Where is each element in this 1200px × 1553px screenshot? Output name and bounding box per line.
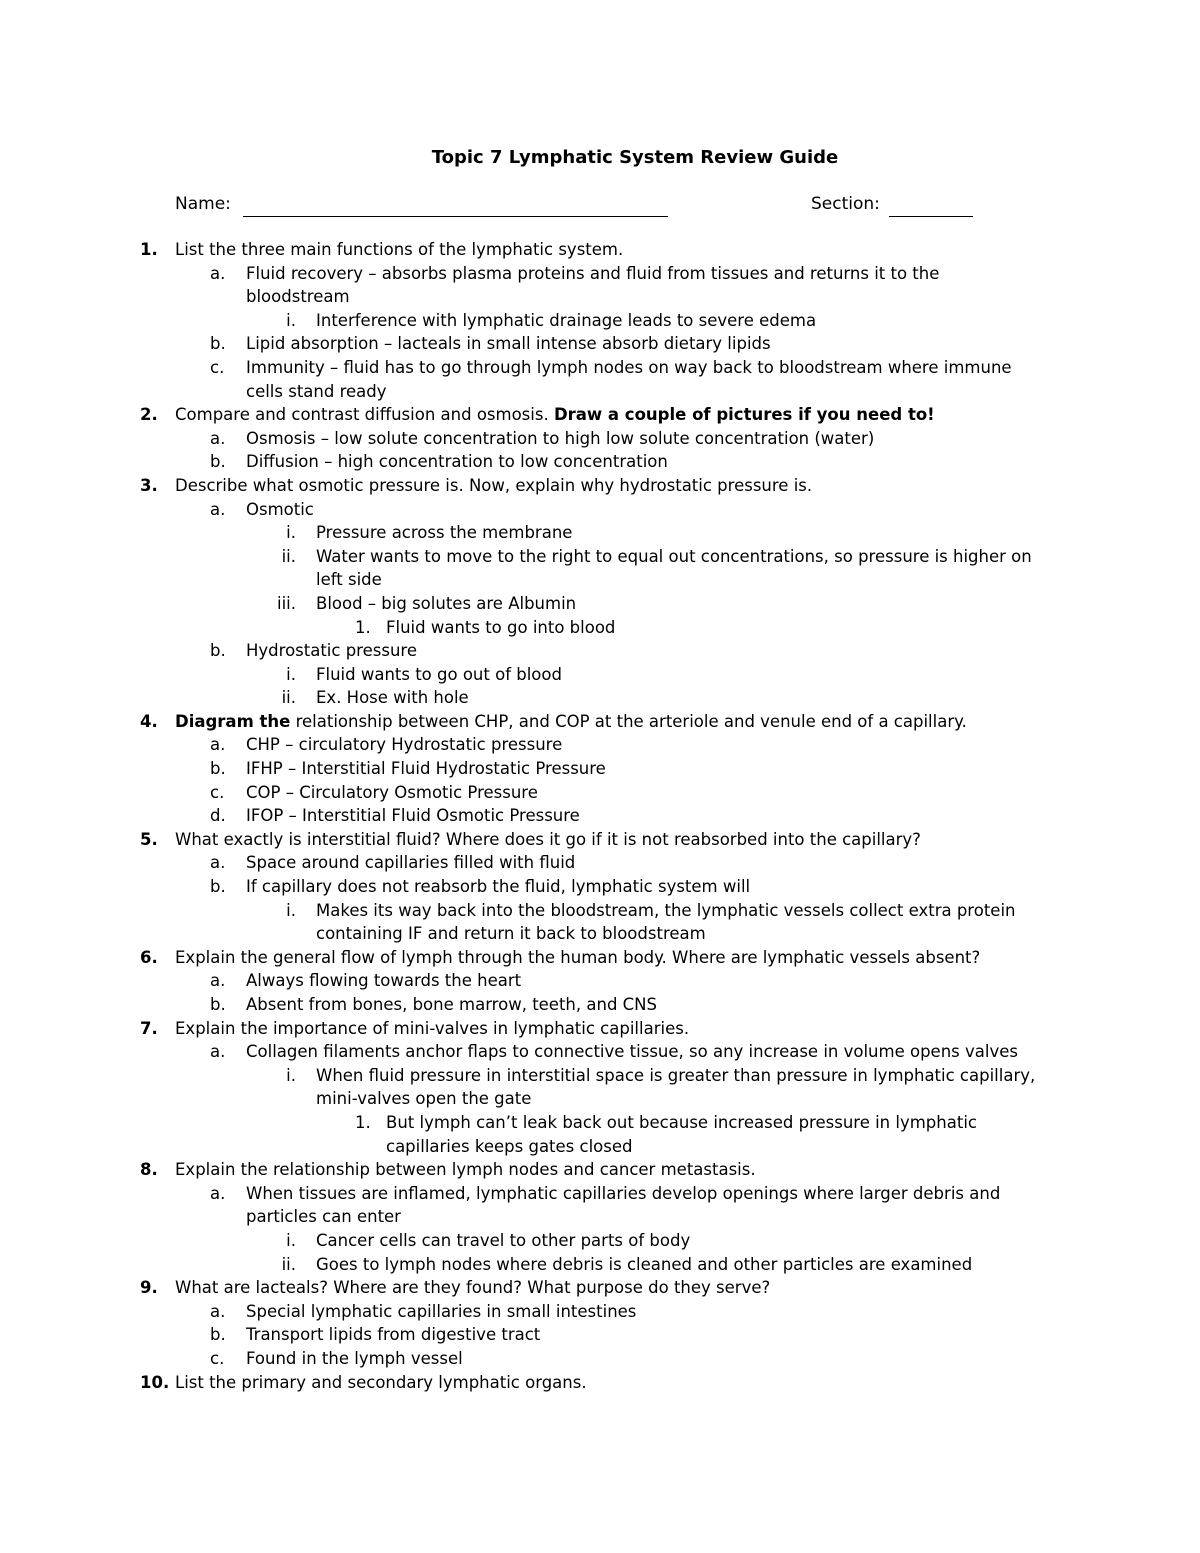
line-text: Describe what osmotic pressure is. Now, explain why hydrostatic pressure is. [175,475,813,495]
line-text: List the three main functions of the lymphatic system. [175,240,624,259]
sub-item-line [0,616,1200,640]
line-text: Special lymphatic capillaries in small intestines [246,1301,637,1321]
list-marker: iii. [277,593,296,613]
line-text: Explain the general flow of lymph through the human body. Where are lymphatic vessels absent? [175,947,981,967]
line-text: But lymph can’t leak back out because increased pressure in lymphatic [386,1112,977,1132]
list-marker: a. [210,263,226,283]
question-item [0,1276,1200,1300]
sub-item-line [0,1111,1200,1135]
list-marker: 1. [140,240,158,259]
name-label: Name: [175,194,231,214]
list-marker: c. [210,357,225,377]
question-item [0,1158,1200,1182]
sub-item-line [0,545,1200,569]
list-marker: 5. [140,829,158,849]
list-marker: 3. [140,475,158,495]
list-marker: b. [210,877,226,897]
list-marker: b. [210,641,226,661]
list-marker: b. [210,1325,226,1345]
line-text: Fluid wants to go into blood [386,617,616,637]
line-text: cells stand ready [246,381,387,401]
line-text: COP – Circulatory Osmotic Pressure [246,782,538,802]
line-text: Water wants to move to the right to equal out concentrations, so pressure is higher on [316,546,1032,566]
list-marker: 1. [355,1112,371,1132]
sub-item-line [0,922,1200,946]
list-marker: 2. [140,405,158,425]
list-marker: 1. [355,617,371,637]
question-item [0,1371,1200,1395]
sub-item-line [0,1229,1200,1253]
sub-item-line [0,1300,1200,1324]
sub-item-line [0,309,1200,333]
line-text: Space around capillaries filled with fluid [246,853,576,873]
line-text: Collagen filaments anchor flaps to connective tissue, so any increase in volume opens valves [246,1042,1018,1062]
line-text: mini-valves open the gate [316,1089,532,1109]
line-text: Diagram the relationship between CHP, and COP at the arteriole and venule end of a capillary. [175,711,967,731]
line-text: particles can enter [246,1207,401,1227]
sub-item-line [0,568,1200,592]
sub-item-line [0,380,1200,404]
question-item [0,474,1200,498]
list-marker: ii. [281,688,296,708]
list-marker: c. [210,782,225,802]
list-marker: b. [210,452,226,472]
sub-item-line [0,332,1200,356]
list-marker: a. [210,971,226,991]
list-marker: b. [210,334,226,354]
section-blank-line [889,216,973,217]
line-text: IFHP – Interstitial Fluid Hydrostatic Pressure [246,759,606,779]
line-text: When fluid pressure in interstitial space is greater than pressure in lymphatic capillary, [316,1065,1036,1085]
line-text: Ex. Hose with hole [316,688,469,708]
line-text: Explain the relationship between lymph nodes and cancer metastasis. [175,1160,756,1180]
sub-item-line [0,875,1200,899]
list-marker: a. [210,735,226,755]
line-text: Compare and contrast diffusion and osmosis. Draw a couple of pictures if you need to! [175,405,935,425]
line-text: Osmosis – low solute concentration to high low solute concentration (water) [246,428,875,448]
line-text: What are lacteals? Where are they found? What purpose do they serve? [175,1278,771,1298]
line-text: List the primary and secondary lymphatic organs. [175,1372,587,1392]
sub-item-line [0,1087,1200,1111]
line-text: Explain the importance of mini-valves in lymphatic capillaries. [175,1018,690,1038]
list-marker: a. [210,1042,226,1062]
sub-item-line [0,804,1200,828]
list-marker: i. [286,310,296,330]
bold-prefix: Diagram the [175,711,291,731]
section-label: Section: [811,194,880,214]
list-marker: 4. [140,711,158,731]
line-text: bloodstream [246,287,350,307]
list-marker: i. [286,523,296,543]
sub-item-line [0,993,1200,1017]
line-text: If capillary does not reabsorb the fluid, lymphatic system will [246,877,751,897]
line-text: Goes to lymph nodes where debris is cleaned and other particles are examined [316,1254,973,1274]
list-marker: 10. [140,1372,170,1392]
question-item [0,403,1200,427]
list-marker: a. [210,428,226,448]
list-marker: a. [210,499,226,519]
sub-item-line [0,899,1200,923]
question-list [0,238,1200,1394]
list-marker: d. [210,806,226,826]
question-item [0,946,1200,970]
line-text: Cancer cells can travel to other parts of body [316,1230,691,1250]
list-marker: i. [286,1230,296,1250]
list-marker: 6. [140,947,158,967]
name-blank-line [243,216,668,217]
line-text: Makes its way back into the bloodstream, the lymphatic vessels collect extra protein [316,900,1016,920]
line-text: Fluid recovery – absorbs plasma proteins and fluid from tissues and returns it to the [246,263,940,283]
line-text: Diffusion – high concentration to low concentration [246,452,668,472]
sub-item-line [0,781,1200,805]
list-marker: a. [210,853,226,873]
list-marker: i. [286,664,296,684]
sub-item-line [0,851,1200,875]
sub-item-line [0,427,1200,451]
list-marker: i. [286,900,296,920]
line-text: Always flowing towards the heart [246,971,522,991]
sub-item-line [0,592,1200,616]
sub-item-line [0,498,1200,522]
sub-item-line [0,521,1200,545]
line-text: Interference with lymphatic drainage leads to severe edema [316,310,817,330]
sub-item-line [0,1182,1200,1206]
sub-item-line [0,1135,1200,1159]
list-marker: a. [210,1183,226,1203]
line-text: Osmotic [246,499,314,519]
sub-item-line [0,356,1200,380]
line-text: CHP – circulatory Hydrostatic pressure [246,735,563,755]
list-marker: b. [210,995,226,1014]
question-item [0,710,1200,734]
sub-item-line [0,285,1200,309]
sub-item-line [0,1064,1200,1088]
sub-item-line [0,733,1200,757]
line-text: Found in the lymph vessel [246,1348,463,1368]
list-marker: ii. [281,1254,296,1274]
line-text: Fluid wants to go out of blood [316,664,562,684]
sub-item-line [0,1347,1200,1371]
list-marker: 9. [140,1278,158,1298]
sub-item-line [0,757,1200,781]
sub-item-line [0,450,1200,474]
question-item [0,1017,1200,1041]
list-marker: b. [210,759,226,779]
sub-item-line [0,686,1200,710]
line-text: Lipid absorption – lacteals in small intense absorb dietary lipids [246,334,771,354]
sub-item-line [0,663,1200,687]
sub-item-line [0,1253,1200,1277]
sub-item-line [0,1323,1200,1347]
line-text: When tissues are inflamed, lymphatic capillaries develop openings where larger debris and [246,1183,1001,1203]
line-text: Immunity – fluid has to go through lymph nodes on way back to bloodstream where immune [246,357,1012,377]
line-text: IFOP – Interstitial Fluid Osmotic Pressure [246,806,580,826]
line-text: What exactly is interstitial fluid? Where does it go if it is not reabsorbed into the capillary? [175,829,921,849]
list-marker: i. [286,1065,296,1085]
line-text: Absent from bones, bone marrow, teeth, and CNS [246,995,658,1014]
line-text: left side [316,570,382,590]
sub-item-line [0,639,1200,663]
page-title: Topic 7 Lymphatic System Review Guide [431,147,839,168]
question-item [0,828,1200,852]
sub-item-line [0,262,1200,286]
sub-item-line [0,1205,1200,1229]
line-text: Transport lipids from digestive tract [246,1325,541,1345]
line-text: capillaries keeps gates closed [386,1136,633,1156]
sub-item-line [0,1040,1200,1064]
bold-instruction: Draw a couple of pictures if you need to! [553,405,935,425]
list-marker: ii. [281,546,296,566]
line-text: Blood – big solutes are Albumin [316,593,577,613]
list-marker: c. [210,1348,225,1368]
line-text: Hydrostatic pressure [246,641,417,661]
sub-item-line [0,969,1200,993]
question-item [0,238,1200,262]
list-marker: a. [210,1301,226,1321]
line-text: Pressure across the membrane [316,523,573,543]
line-text: containing IF and return it back to bloodstream [316,924,706,944]
list-marker: 8. [140,1160,158,1180]
list-marker: 7. [140,1018,158,1038]
